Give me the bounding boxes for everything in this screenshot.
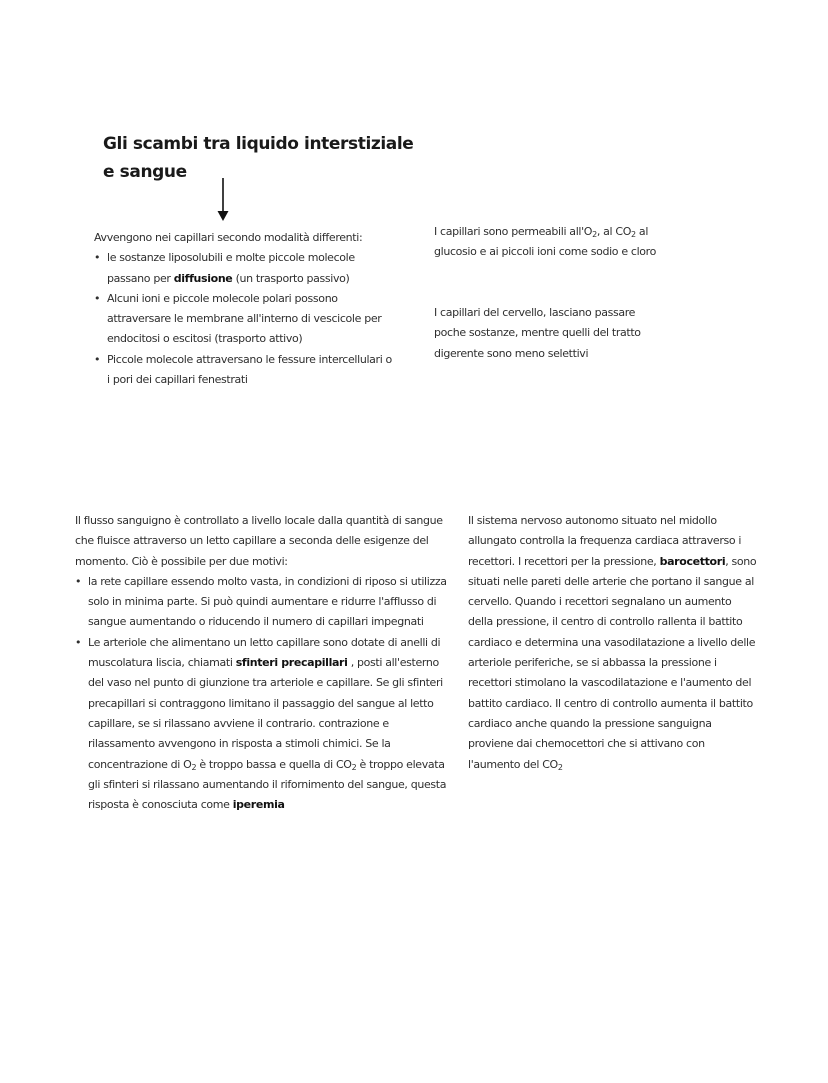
text-fragment: , posti all'esterno del vaso nel punto di giunzione tra arteriole e capillare. Se gli sfinteri precapillari si contraggono limitano il passaggio del sangue al letto capillare, se si rilassano avviene il contrario. contrazione e rilassamento avvengono in risposta a stimoli chimici. Se la concentrazione di O <box>88 656 443 771</box>
list-item <box>94 248 394 289</box>
subscript: 2 <box>557 762 563 772</box>
text-fragment: al glucosio e ai piccoli ioni come sodio e cloro <box>434 225 656 259</box>
list-item <box>75 633 450 816</box>
list-item <box>75 572 450 633</box>
text-fragment: è troppo elevata gli sfinteri si rilassano aumentando il rifornimento del sangue, questa risposta è conosciuta come <box>88 757 447 812</box>
brain-text: I capillari del cervello, lasciano passare poche sostanze, mentre quelli del tratto digerente sono meno selettivi <box>434 306 641 360</box>
intro-lead: Avvengono nei capillari secondo modalità differenti: <box>94 231 363 244</box>
list-item-text: (un trasporto passivo) <box>232 271 350 285</box>
text-fragment: I capillari sono permeabili all'O <box>434 225 593 238</box>
keyword-barocettori: barocettori <box>659 554 726 568</box>
list-item-text: Piccole molecole attraversano le fessure intercellulari o i pori dei capillari fenestrati <box>107 352 392 387</box>
subscript: 2 <box>191 762 197 772</box>
title-line-2: e sangue <box>103 162 187 182</box>
intro-section <box>94 228 394 390</box>
text-fragment: , al CO <box>596 225 632 238</box>
keyword-diffusione: diffusione <box>173 271 233 285</box>
nervous-text <box>468 511 758 775</box>
nervous-system-section <box>468 511 758 775</box>
page-title <box>103 130 413 186</box>
flow-list <box>75 572 450 816</box>
list-item <box>94 289 394 350</box>
blood-flow-section <box>75 511 450 815</box>
keyword-iperemia: iperemia <box>232 798 285 812</box>
subscript: 2 <box>351 762 357 772</box>
arrow-down-icon <box>216 178 230 222</box>
text-fragment: , sono situati nelle pareti delle arterie che portano il sangue al cervello. Quando i recettori segnalano un aumento della pressione, il centro di controllo rallenta il battito cardiaco e determina una vasodilatazione a livello delle arteriole periferiche, se si abbassa la pressione i recettori stimolano la vascodilatazione e l'aumento del battito cardiaco. Il centro di controllo aumenta il battito cardiaco anche quando la pressione sanguigna proviene dai chemocettori che si attivano con l'aumento del CO <box>468 554 757 771</box>
brain-capillaries-note <box>434 303 669 364</box>
list-item <box>94 350 394 391</box>
list-item-text: Alcuni ioni e piccole molecole polari possono attraversare le membrane all'interno di vescicole per endocitosi o escitosi (trasporto attivo) <box>107 291 382 346</box>
intro-list <box>94 248 394 390</box>
flow-lead: Il flusso sanguigno è controllato a livello locale dalla quantità di sangue che fluisce attraverso un letto capillare a seconda delle esigenze del momento. Ciò è possibile per due motivi: <box>75 514 443 568</box>
subscript: 2 <box>592 230 597 239</box>
title-line-1: Gli scambi tra liquido interstiziale <box>103 134 414 154</box>
text-fragment: Le arteriole che alimentano un letto capillare sono dotate di anelli di muscolatura liscia, chiamati <box>88 635 441 670</box>
text-fragment: Il sistema nervoso autonomo situato nel midollo allungato controlla la frequenza cardiaca attraverso i recettori. I recettori per la pressione, <box>468 514 742 568</box>
keyword-sfinteri: sfinteri precapillari <box>235 656 348 670</box>
subscript: 2 <box>631 230 636 239</box>
permeability-note <box>434 222 674 263</box>
permeability-text <box>434 222 674 263</box>
list-item-text: la rete capillare essendo molto vasta, in condizioni di riposo si utilizza solo in minima parte. Si può quindi aumentare e ridurre l'afflusso di sangue aumentando o riducendo il numero di capillari impegnati <box>88 574 447 629</box>
text-fragment: è troppo bassa e quella di CO <box>196 757 352 771</box>
list-item-text: le sostanze liposolubili e molte piccole molecole passano per <box>107 251 355 285</box>
